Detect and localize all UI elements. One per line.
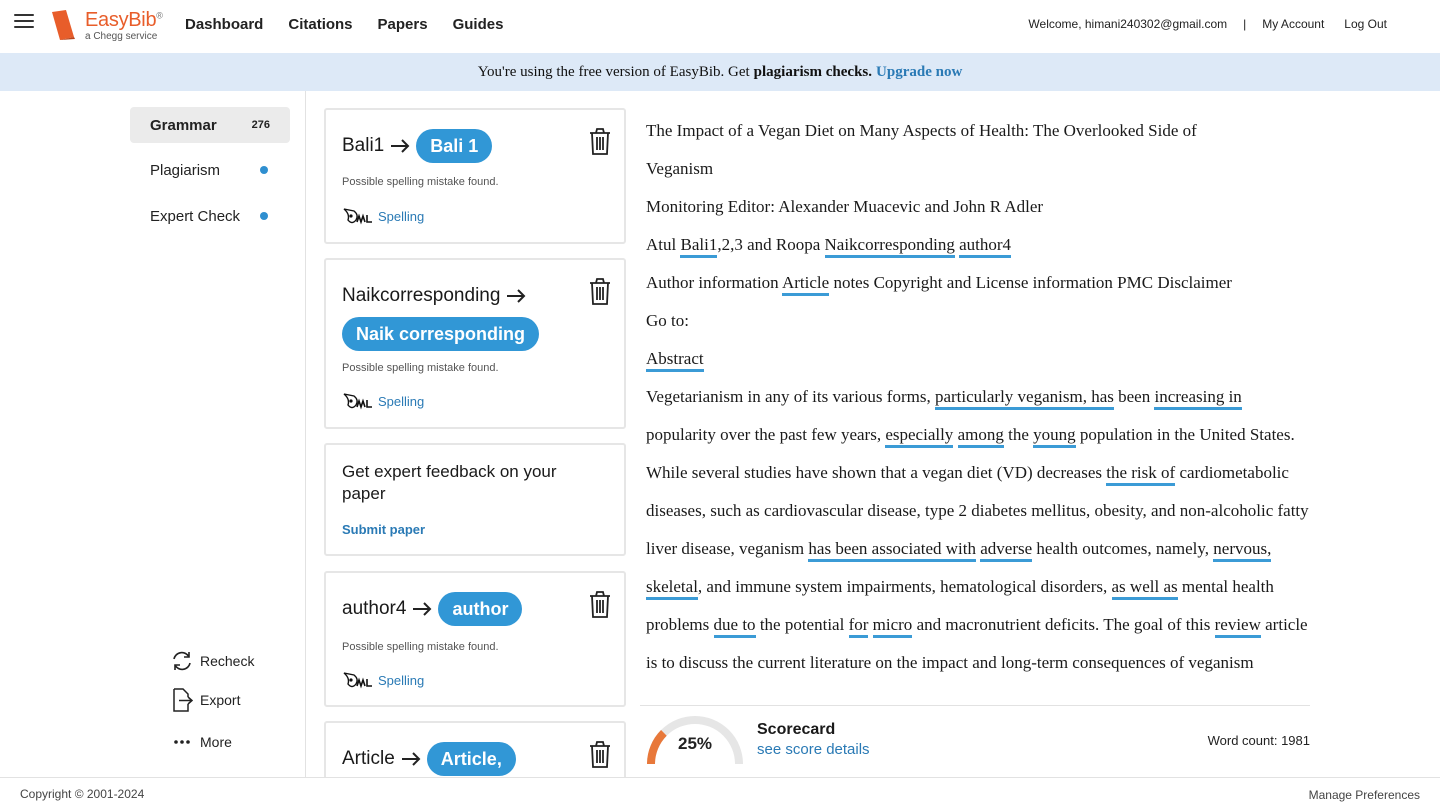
nav-dashboard[interactable]: Dashboard	[185, 16, 264, 33]
score-percent: 25%	[677, 734, 713, 753]
flagged-word[interactable]: nervous, skeletal	[646, 539, 1271, 600]
doc-goto: Go to:	[646, 311, 689, 330]
doc-info: Author information Article notes Copyright and License information PMC Disclaimer	[646, 264, 1310, 302]
flagged-word[interactable]: author4	[959, 235, 1011, 258]
nav-guides[interactable]: Guides	[452, 16, 504, 33]
suggestion-card[interactable]	[324, 258, 626, 429]
suggestion-pill[interactable]: author	[438, 592, 522, 626]
original-word: Bali1	[342, 135, 385, 156]
arrow-right-icon	[390, 139, 410, 153]
doc-editor: Monitoring Editor: Alexander Muacevic and John R Adler	[646, 197, 1044, 216]
suggestion-pill[interactable]: Bali 1	[416, 129, 492, 163]
more-button[interactable]	[170, 730, 232, 754]
word-count: Word count: 1981	[1207, 733, 1310, 748]
score-details-link[interactable]: see score details	[757, 741, 870, 758]
export-icon	[170, 688, 194, 712]
sidebar-item-label: Plagiarism	[150, 161, 221, 179]
doc-title-line2: Veganism	[646, 159, 714, 178]
banner-bold: plagiarism checks.	[753, 63, 873, 80]
flagged-word[interactable]: has been associated with	[808, 539, 976, 562]
upgrade-banner	[0, 53, 1440, 91]
category-label: Spelling	[378, 393, 425, 409]
card-category	[342, 670, 424, 690]
flagged-word[interactable]: for	[849, 615, 869, 638]
flagged-word[interactable]: the risk of	[1106, 463, 1175, 486]
suggestion-card[interactable]	[324, 571, 626, 707]
recheck-label: Recheck	[200, 653, 255, 669]
footer	[0, 777, 1440, 812]
left-sidebar	[0, 91, 306, 777]
manage-preferences-link[interactable]: Manage Preferences	[1308, 788, 1420, 802]
flagged-word[interactable]: increasing in	[1154, 387, 1241, 410]
flagged-word[interactable]: young	[1033, 425, 1076, 448]
suggestion-card[interactable]	[324, 721, 626, 777]
more-dots-icon	[170, 730, 194, 754]
trash-icon[interactable]	[588, 741, 612, 769]
flagged-word[interactable]: Naikcorresponding	[825, 235, 955, 258]
sidebar-item-label: Expert Check	[150, 207, 241, 225]
suggestion-pill[interactable]: Article,	[427, 742, 516, 776]
sidebar-item-plagiarism[interactable]	[130, 152, 290, 188]
logo-tm: ®	[156, 10, 163, 21]
flagged-word[interactable]: Article	[782, 273, 829, 296]
flagged-word[interactable]: micro	[873, 615, 913, 638]
logo-subtitle: a Chegg service	[85, 31, 158, 42]
sidebar-item-expert-check[interactable]	[130, 198, 290, 234]
welcome-text: Welcome, himani240302@gmail.com	[1028, 17, 1228, 31]
upgrade-link[interactable]: Upgrade now	[876, 63, 963, 80]
suggestion-card[interactable]	[324, 108, 626, 244]
flagged-word[interactable]: especially	[885, 425, 953, 448]
suggestion-cards	[306, 91, 640, 777]
account-area	[1028, 17, 1387, 31]
separator: |	[1243, 17, 1247, 31]
menu-icon[interactable]	[14, 14, 34, 30]
sidebar-item-label: Grammar	[150, 116, 217, 134]
card-category	[342, 206, 424, 226]
flagged-word[interactable]: review	[1215, 615, 1261, 638]
card-message: Possible spelling mistake found.	[342, 641, 499, 653]
owl-icon	[342, 206, 376, 226]
flagged-word[interactable]: adverse	[980, 539, 1032, 562]
doc-abstract-body: Vegetarianism in any of its various forms, particularly veganism, has been increasing in popularity over the past few years, especially among the young population in the United States. While several studies have shown that a vegan diet (VD) decreases the risk of cardiometabolic diseases, such as cardiovascular disease, type 2 diabetes mellitus, obesity, and non-alcoholic fatty liver disease, veganism has been associated with adverse health outcomes, namely, nervous, skeletal, and immune system impairments, hematological disorders, as well as mental health problems due to the potential for micro and macronutrient deficits. The goal of this review article is to discuss the current literature on the impact and long-term consequences of veganism	[646, 387, 1309, 672]
flagged-word[interactable]: Abstract	[646, 349, 704, 372]
log-out-link[interactable]: Log Out	[1344, 17, 1387, 31]
card-message: Possible spelling mistake found.	[342, 176, 499, 188]
arrow-right-icon	[506, 289, 526, 303]
trash-icon[interactable]	[588, 591, 612, 619]
export-button[interactable]	[170, 688, 240, 712]
banner-text: You're using the free version of EasyBib. Get	[477, 63, 750, 80]
sidebar-item-grammar[interactable]	[130, 107, 290, 143]
my-account-link[interactable]: My Account	[1262, 17, 1325, 31]
owl-icon	[342, 670, 376, 690]
doc-authors: Atul Bali1,2,3 and Roopa Naikcorresponding author4	[646, 226, 1310, 264]
easybib-logo[interactable]	[50, 9, 162, 43]
card-category	[342, 391, 424, 411]
owl-icon	[342, 391, 376, 411]
arrow-right-icon	[412, 602, 432, 616]
recheck-button[interactable]	[170, 649, 254, 673]
flagged-word[interactable]: due to	[714, 615, 756, 638]
flagged-word[interactable]: among	[958, 425, 1004, 448]
arrow-right-icon	[401, 752, 421, 766]
export-label: Export	[200, 692, 241, 708]
flagged-word[interactable]: Bali1	[680, 235, 717, 258]
trash-icon[interactable]	[588, 128, 612, 156]
book-logo-icon	[50, 10, 76, 40]
doc-abstract-heading	[646, 340, 1310, 378]
doc-fade	[640, 690, 1316, 706]
logo-name: EasyBib	[85, 9, 157, 31]
flagged-word[interactable]: particularly veganism, has	[935, 387, 1114, 410]
category-label: Spelling	[378, 672, 425, 688]
nav-papers[interactable]: Papers	[377, 16, 428, 33]
top-header	[0, 0, 1440, 52]
main-nav	[185, 16, 503, 33]
doc-title	[646, 112, 1310, 188]
copyright: Copyright © 2001-2024	[20, 787, 145, 801]
status-dot	[260, 212, 268, 220]
category-label: Spelling	[378, 208, 425, 224]
original-word: Naikcorresponding	[342, 285, 501, 306]
doc-title-line1: The Impact of a Vegan Diet on Many Aspects of Health: The Overlooked Side of	[646, 121, 1197, 140]
status-dot	[260, 166, 268, 174]
expert-feedback-card	[324, 443, 626, 556]
document-text[interactable]	[646, 112, 1310, 706]
more-label: More	[200, 734, 232, 750]
original-word: Article	[342, 748, 395, 769]
scorecard-title: Scorecard	[757, 721, 836, 738]
nav-citations[interactable]: Citations	[288, 16, 353, 33]
original-word: author4	[342, 598, 407, 619]
expert-title: Get expert feedback on your paper	[342, 462, 557, 503]
card-message: Possible spelling mistake found.	[342, 362, 499, 374]
flagged-word[interactable]: as well as	[1112, 577, 1178, 600]
suggestion-pill[interactable]: Naik corresponding	[342, 317, 539, 351]
doc-divider	[640, 705, 1310, 706]
grammar-count-badge: 276	[251, 119, 270, 131]
recheck-icon	[170, 649, 194, 673]
submit-paper-link[interactable]: Submit paper	[342, 522, 426, 537]
trash-icon[interactable]	[588, 278, 612, 306]
